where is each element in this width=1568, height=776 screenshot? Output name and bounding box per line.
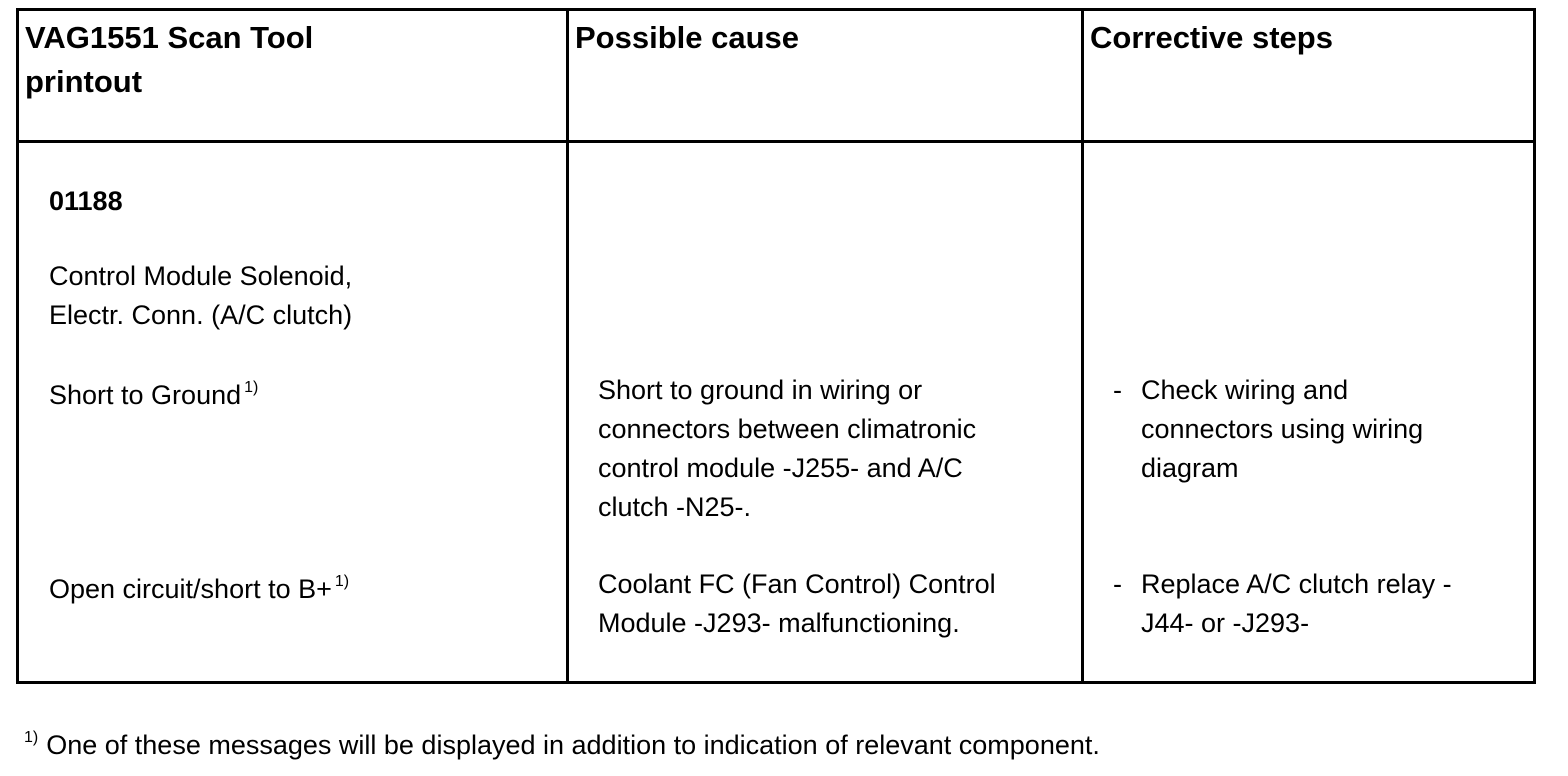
steps-line: diagram xyxy=(1141,453,1239,483)
steps-line: Check wiring and xyxy=(1141,375,1349,405)
fault-table xyxy=(16,8,1536,684)
footnote-marker: 1) xyxy=(244,379,259,396)
header-corrective-steps: Corrective steps xyxy=(1090,20,1333,55)
header-divider xyxy=(19,140,1533,143)
condition-label: Short to Ground xyxy=(49,380,242,410)
column-divider xyxy=(566,11,569,681)
steps-short-to-ground xyxy=(1113,371,1423,488)
footnote-marker: 1) xyxy=(334,573,350,590)
cause-line: connectors between climatronic xyxy=(598,414,977,444)
column-divider xyxy=(1081,11,1084,681)
condition-open-circuit xyxy=(49,570,349,609)
header-possible-cause: Possible cause xyxy=(575,20,800,55)
cause-line: Module -J293- malfunctioning. xyxy=(598,608,960,638)
steps-line: connectors using wiring xyxy=(1141,414,1424,444)
cause-line: clutch -N25-. xyxy=(598,492,752,522)
fault-code: 01188 xyxy=(49,186,123,216)
footnote-mark: 1) xyxy=(24,729,39,746)
fault-description-line: Control Module Solenoid, xyxy=(49,261,353,291)
list-dash: - xyxy=(1113,569,1122,599)
fault-description xyxy=(49,257,352,335)
steps-line: J44- or -J293- xyxy=(1141,608,1310,638)
list-dash: - xyxy=(1113,375,1122,405)
cause-short-to-ground xyxy=(598,371,976,527)
header-printout-line: VAG1551 Scan Tool xyxy=(25,20,314,55)
fault-description-line: Electr. Conn. (A/C clutch) xyxy=(49,300,353,330)
header-printout-line: printout xyxy=(25,64,143,99)
footnote xyxy=(24,727,1100,763)
cause-line: Short to ground in wiring or xyxy=(598,375,923,405)
cause-line: control module -J255- and A/C xyxy=(598,453,963,483)
condition-label: Open circuit/short to B+ xyxy=(49,574,332,604)
steps-open-circuit xyxy=(1113,565,1452,643)
header-printout xyxy=(25,16,313,104)
steps-line: Replace A/C clutch relay - xyxy=(1141,569,1452,599)
footnote-text: One of these messages will be displayed in addition to indication of relevant component. xyxy=(46,730,1100,760)
condition-short-to-ground xyxy=(49,376,258,415)
cause-line: Coolant FC (Fan Control) Control xyxy=(598,569,996,599)
cause-open-circuit xyxy=(598,565,996,643)
